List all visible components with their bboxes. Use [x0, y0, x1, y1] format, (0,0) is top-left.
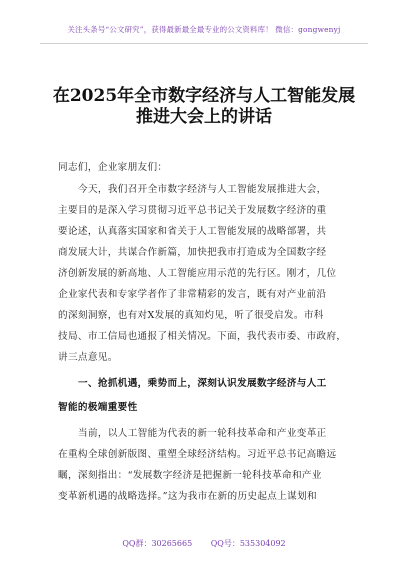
- body-line: 变革新机遇的战略选择。”这为我市在新的历史起点上谋划和: [58, 491, 317, 502]
- section-heading-line-1: 一、抢抓机遇，乘势而上，深刻认识发展数字经济与人工: [78, 378, 327, 389]
- footer-contacts: [0, 538, 408, 549]
- body-line: 今天，我们召开全市数字经济与人工智能发展推进大会，: [78, 184, 327, 195]
- promo-banner: 关注头条号“公文研究”，获得最新最全最专业的公文资料库！ 微信：gongwenyj: [67, 25, 341, 34]
- body-line: 要论述，认真落实国家和省关于人工智能发展的战略部署，共: [58, 226, 327, 237]
- qq-group: QQ群：30265665: [122, 539, 193, 548]
- body-line: 主要目的是深入学习贯彻习近平总书记关于发展数字经济的重: [58, 205, 327, 216]
- salutation: 同志们，企业家朋友们：: [58, 162, 168, 173]
- body-line: 当前，以人工智能为代表的新一轮科技革命和产业变革正: [78, 428, 327, 439]
- section-heading-line-2: 智能的极端重要性: [58, 402, 138, 413]
- body-line: 的深刻洞察，也有对X发展的真知灼见，听了很受启发。市科: [58, 310, 324, 321]
- body-line: 商发展大计，共谋合作新篇，加快把我市打造成为全国数字经: [58, 247, 327, 258]
- body-line: 企业家代表和专家学者作了非常精彩的发言，既有对产业前沿: [58, 289, 327, 300]
- body-line: 技局、市工信局也通报了相关情况。下面，我代表市委、市政府，: [58, 331, 347, 342]
- body-line: 济创新发展的新高地、人工智能应用示范的先行区。刚才，几位: [58, 268, 337, 279]
- body-line: 在重构全球创新版图、重塑全球经济结构。习近平总书记高瞻远: [58, 449, 337, 460]
- body-line: 瞩，深刻指出：“发展数字经济是把握新一轮科技革命和产业: [58, 470, 322, 481]
- document-title: [30, 86, 378, 128]
- qq-number: QQ号：535304092: [210, 539, 286, 548]
- title-line-2: 推进大会上的讲话: [136, 107, 272, 127]
- header-divider: [40, 43, 368, 44]
- title-line-1: 在2025年全市数字经济与人工智能发展: [52, 86, 356, 106]
- body-line: 讲三点意见。: [58, 352, 118, 363]
